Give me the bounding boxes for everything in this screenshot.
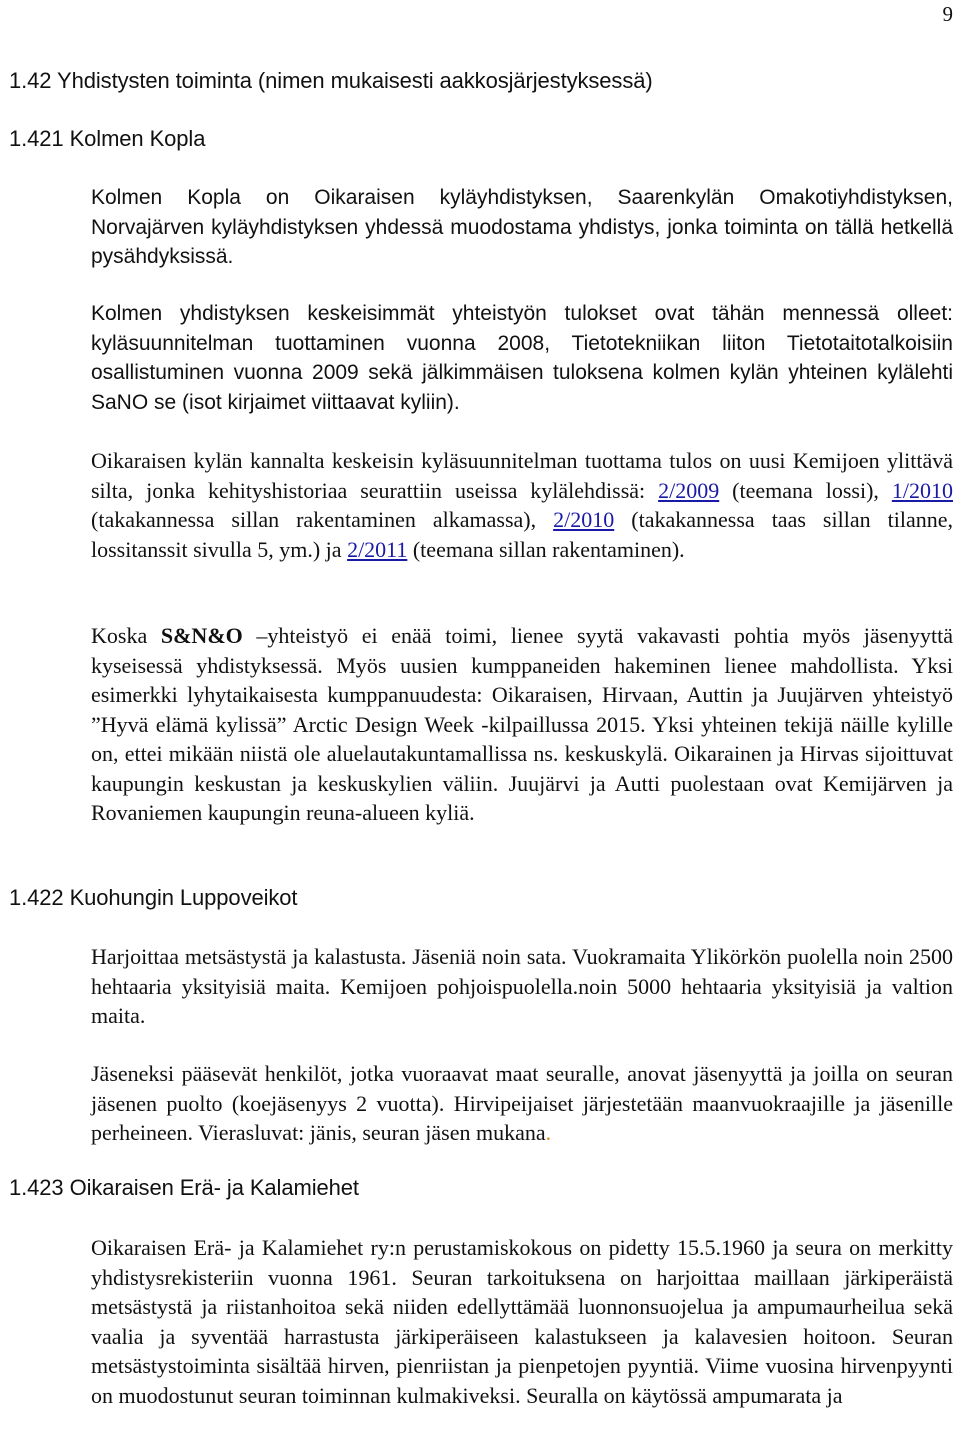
sno-abbreviation: S&N&O	[160, 623, 243, 648]
paragraph-kuohungin-membership	[91, 1059, 953, 1148]
paragraph-text: (takakannessa taas sillan tilanne, lossitanssit sivulla 5, ym.) ja	[91, 507, 953, 562]
paragraph-kolmen-kopla-results: Kolmen yhdistyksen keskeisimmät yhteistyön tulokset ovat tähän mennessä olleet: kyläsuunnitelman tuottaminen vuonna 2008, Tietotekniikan liiton Tietotaitotalkoisiin osallistuminen vuonna 2009 sekä jälkimmäisen tuloksena kolmen kylän yhteinen kylälehti SaNO se (isot kirjaimet viittaavat kyliin).	[91, 302, 953, 414]
paragraph-cooperation	[91, 621, 953, 828]
subsection-heading-kolmen-kopla: 1.421 Kolmen Kopla	[9, 126, 206, 151]
subsection-heading-kuohungin: 1.422 Kuohungin Luppoveikot	[9, 885, 298, 910]
paragraph-text: Jäseneksi pääsevät henkilöt, jotka vuoraavat maat seuralle, anovat jäsenyyttä ja joilla on seuran jäsenen puolto (koejäsenyys 2 vuotta). Hirvipeijaiset järjestetään maanvuokraajille ja jäsenille perheineen. Vierasluvat: jänis, seuran jäsen mukana	[91, 1061, 953, 1145]
page-number: 9	[942, 2, 953, 26]
paragraph-text: (teemana lossi),	[719, 477, 892, 503]
paragraph-text: Oikaraisen kylän kannalta keskeisin kyläsuunnitelman tuottama tulos on uusi Kemijoen ylittävä silta, jonka kehityshistoriaa seurattiin useissa kylälehdissä:	[91, 448, 953, 503]
paragraph-text: (teemana sillan rakentaminen).	[407, 536, 685, 562]
paragraph-end-period: .	[545, 1120, 552, 1145]
paragraph-text: (takakannessa sillan rakentaminen alkamassa),	[91, 507, 554, 532]
section-title: 1.42 Yhdistysten toiminta (nimen mukaisesti aakkosjärjestyksessä)	[9, 68, 653, 93]
paragraph-text: Koska	[91, 623, 161, 648]
paragraph-oikaraisen-era: Oikaraisen Erä- ja Kalamiehet ry:n perustamiskokous on pidetty 15.5.1960 ja seura on merkitty yhdistysrekisteriin vuonna 1961. Seuran tarkoituksena on harjoittaa maillaan järkiperäistä metsästystä ja riistanhoitoa sekä niiden edellyttämää luonnonsuojelua ja ampumaurheilua sekä vaalia ja syventää harrastusta järkiperäiseen kalastukseen ja kalavesien hoitoon. Seuran metsästystoiminta sisältää hirven, pienriistan ja pienpetojen pyyntiä. Viime vuosina hirvenpyynti on muodostunut seuran toiminnan kulmakiveksi. Seuralla on käytössä ampumarata ja	[91, 1235, 953, 1408]
issue-link-2-2011[interactable]: 2/2011	[347, 536, 408, 562]
paragraph-text: –yhteistyö ei enää toimi, lienee syytä vakavasti pohtia myös jäsenyyttä kyseisessä yhdistyksessä. Myös uusien kumppaneiden hakeminen lienee mahdollista. Yksi esimerkki lyhytaikaisesta kumppanuudesta: Oikaraisen, Hirvaan, Auttin ja Juujärven yhteistyö ”Hyvä elämä kylissä” Arctic Design Week -kilpaillussa 2015. Yksi yhteinen tekijä näille kylille on, ettei mikään niistä ole aluelautakuntamallissa ns. keskuskylä. Oikarainen ja Hirvas sijoittuvat kaupungin keskustan ja keskuskylien väliin. Juujärvi ja Autti puolestaan ovat Kemijärven ja Rovaniemen kaupungin reuna-alueen kyliä.	[91, 623, 953, 825]
subsection-heading-oikaraisen-era: 1.423 Oikaraisen Erä- ja Kalamiehet	[9, 1175, 359, 1200]
issue-link-2-2010[interactable]: 2/2010	[553, 507, 615, 532]
issue-link-1-2010[interactable]: 1/2010	[891, 477, 953, 503]
issue-link-2-2009[interactable]: 2/2009	[658, 477, 720, 503]
paragraph-bridge	[91, 446, 953, 564]
paragraph-kolmen-kopla-intro: Kolmen Kopla on Oikaraisen kyläyhdistyksen, Saarenkylän Omakotiyhdistyksen, Norvajärven kyläyhdistyksen yhdessä muodostama yhdistys, jonka toiminta on tällä hetkellä pysähdyksissä.	[91, 186, 953, 268]
paragraph-kuohungin-activities: Harjoittaa metsästystä ja kalastusta. Jäseniä noin sata. Vuokramaita Ylikörkön puolella noin 2500 hehtaaria yksityisiä maita. Kemijoen pohjoispuolella.noin 5000 hehtaaria yksityisiä ja valtion maita.	[91, 944, 953, 1028]
